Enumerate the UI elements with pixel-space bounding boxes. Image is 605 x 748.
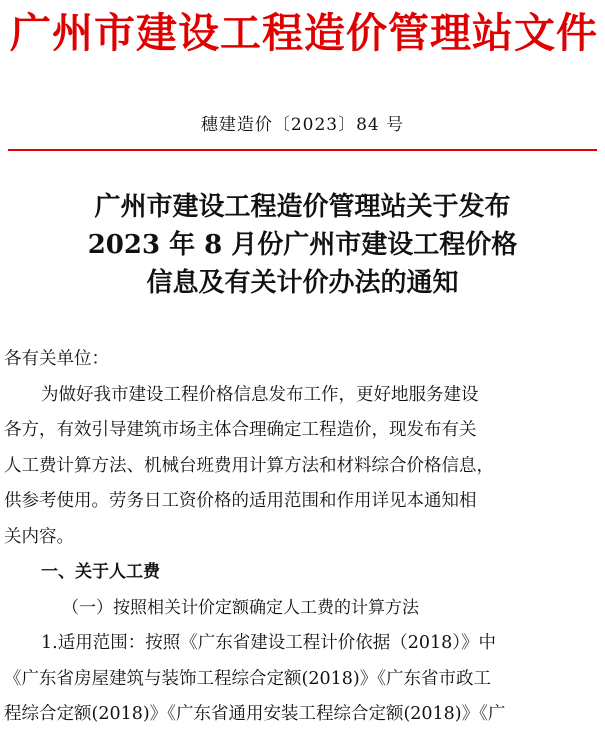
item-line-1: 1.适用范围：按照《广东省建设工程计价依据（2018）》中 <box>41 633 496 653</box>
header-divider-line <box>8 149 597 151</box>
item-line-3: 程综合定额(2018)》《广东省通用安装工程综合定额(2018)》《广 <box>4 704 506 724</box>
notice-title-line-1: 广州市建设工程造价管理站关于发布 <box>94 192 511 222</box>
notice-title <box>0 188 605 302</box>
paragraph-line-2: 各方，有效引导建筑市场主体合理确定工程造价，现发布有关 <box>4 420 477 440</box>
item-line-2: 《广东省房屋建筑与装饰工程综合定额(2018)》《广东省市政工 <box>4 668 491 689</box>
document-header <box>0 0 605 62</box>
document-number: 穗建造价〔2023〕84 号 <box>200 115 405 135</box>
notice-body <box>4 342 600 733</box>
subsection-heading-calculation-method: （一）按照相关计价定额确定人工费的计算方法 <box>62 597 419 618</box>
paragraph-line-1: 为做好我市建设工程价格信息发布工作，更好地服务建设 <box>41 384 479 405</box>
notice-title-line-2: 2023 年 8 月份广州市建设工程价格 <box>87 230 518 260</box>
issuing-org-title: 广州市建设工程造价管理站文件 <box>10 9 598 57</box>
paragraph-line-4: 供参考使用。劳务日工资价格的适用范围和作用详见本通知相 <box>4 491 477 511</box>
paragraph-line-3: 人工费计算方法、机械台班费用计算方法和材料综合价格信息， <box>4 455 494 476</box>
paragraph-line-5: 关内容。 <box>4 526 74 547</box>
notice-title-line-3: 信息及有关计价办法的通知 <box>146 268 459 298</box>
salutation: 各有关单位： <box>4 349 109 369</box>
section-heading-labor-cost: 一、关于人工费 <box>41 562 160 582</box>
